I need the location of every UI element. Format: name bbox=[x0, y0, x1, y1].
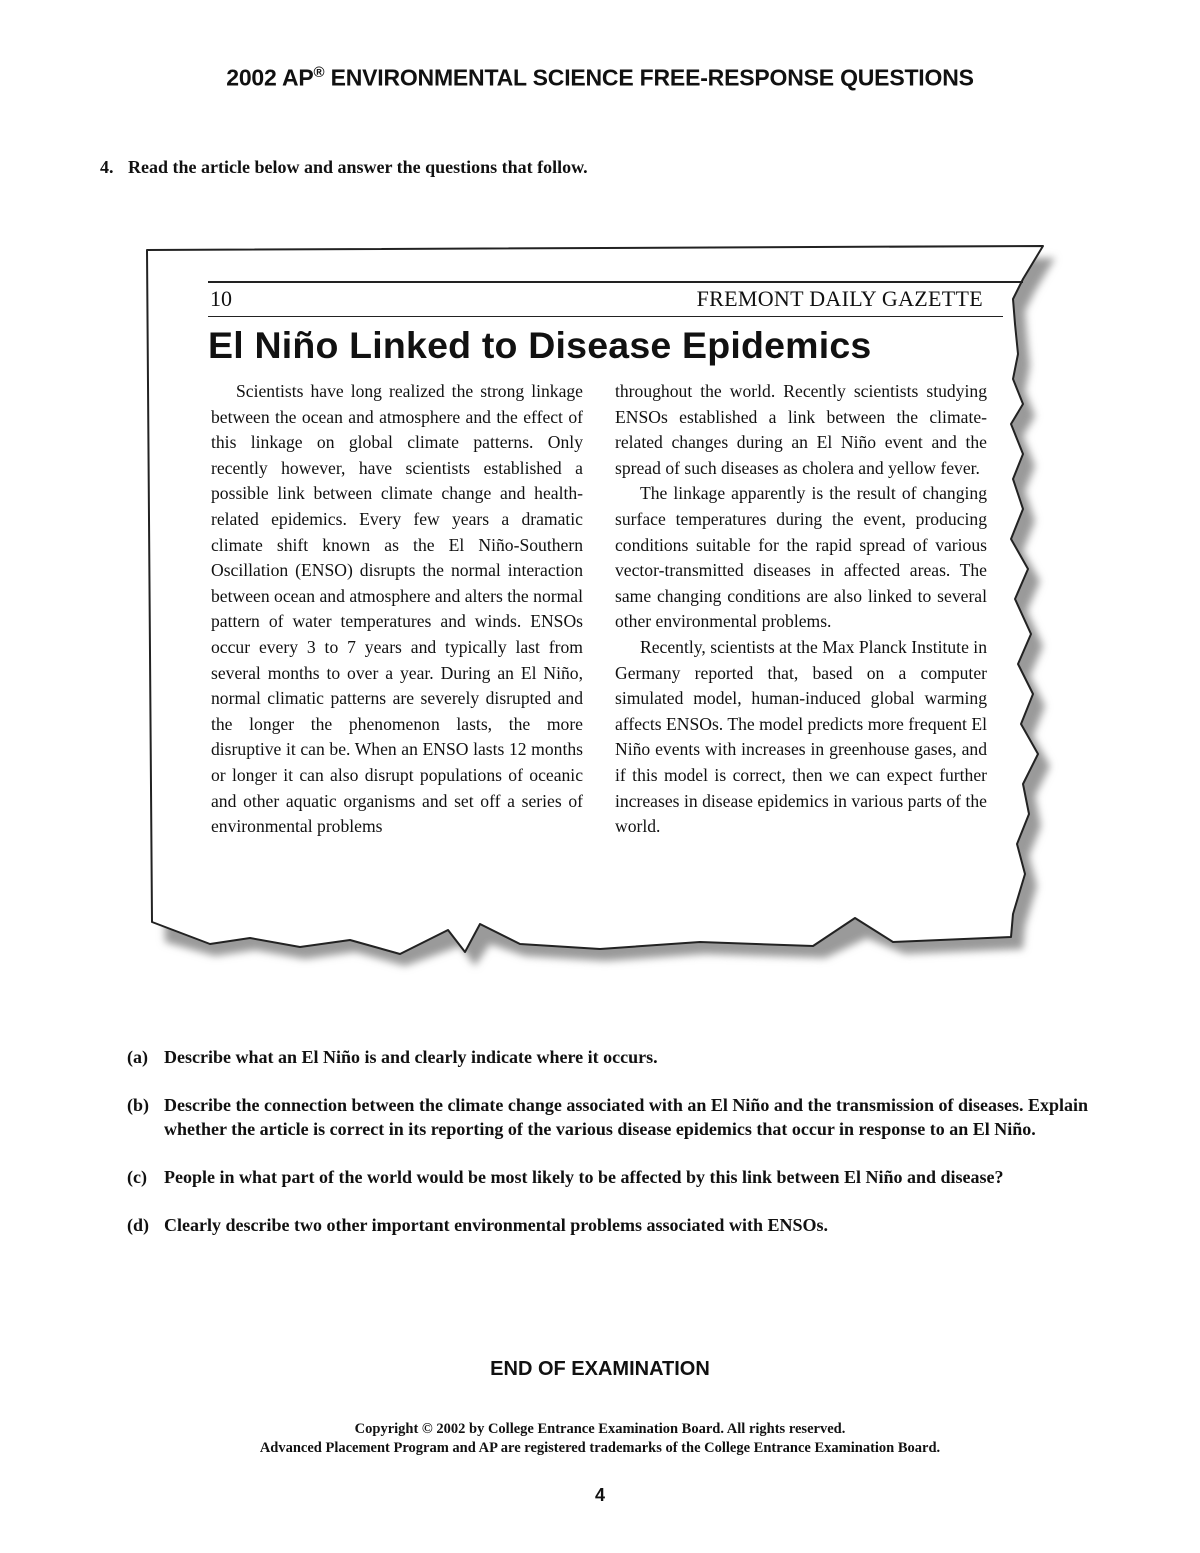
article-column-2 bbox=[615, 379, 987, 840]
copyright-line-2: Advanced Placement Program and AP are registered trademarks of the College Entrance Examination Board. bbox=[259, 1440, 941, 1456]
article-paragraph: Scientists have long realized the strong linkage between the ocean and atmosphere and the effect of this linkage on global climate patterns. Only recently however, have scientists established a possible link between climate change and health-related epidemics. Every few years a dramatic climate shift known as the El Niño-Southern Oscillation (ENSO) disrupts the normal interaction between ocean and atmosphere and alters the normal pattern of water temperatures and winds. ENSOs occur every 3 to 7 years and typically last from several months to over a year. During an El Niño, normal climatic patterns are severely disrupted and the longer the phenomenon lasts, the more disruptive it can be. When an ENSO lasts 12 months or longer it can also disrupt populations of oceanic and other aquatic organisms and set off a series of environmental problems bbox=[211, 381, 583, 837]
part-text: People in what part of the world would be most likely to be affected by this link between El Niño and disease? bbox=[164, 1167, 1004, 1187]
part-label: (a) bbox=[127, 1047, 148, 1067]
registered-mark: ® bbox=[313, 64, 325, 81]
part-text: Clearly describe two other important environmental problems associated with ENSOs. bbox=[164, 1215, 828, 1235]
question-number: 4. bbox=[100, 157, 114, 177]
article-column-1 bbox=[211, 379, 583, 840]
part-text: Describe the connection between the climate change associated with an El Niño and the transmission of diseases. Explain whether the article is correct in its reporting of the various disease epidemics that occur in response to an El Niño. bbox=[164, 1095, 1088, 1139]
article-paragraph: throughout the world. Recently scientists studying ENSOs established a link between the climate-related changes during an El Niño event and the spread of such diseases as cholera and yellow fever. bbox=[615, 381, 987, 478]
question-parts bbox=[127, 1045, 1097, 1261]
question-part-b bbox=[127, 1093, 1097, 1141]
newspaper-name: FREMONT DAILY GAZETTE bbox=[696, 286, 983, 311]
question-part-c bbox=[127, 1165, 1097, 1189]
part-label: (d) bbox=[127, 1215, 149, 1235]
article-paragraph: Recently, scientists at the Max Planck Institute in Germany reported that, based on a computer simulated model, human-induced global warming affects ENSOs. The model predicts more frequent El Niño events with increases in greenhouse gases, and if this model is correct, then we can expect further increases in disease epidemics in various parts of the world. bbox=[615, 636, 987, 837]
masthead-top-rule bbox=[208, 281, 1023, 283]
header-title-pre: 2002 AP bbox=[226, 64, 314, 91]
question-intro-text: Read the article below and answer the questions that follow. bbox=[128, 157, 588, 177]
article-headline: El Niño Linked to Disease Epidemics bbox=[208, 324, 872, 366]
part-label: (b) bbox=[127, 1095, 149, 1115]
article-paragraph: The linkage apparently is the result of changing surface temperatures during the event, producing conditions suitable for the rapid spread of various vector-transmitted diseases in affected areas. The same changing conditions are also linked to several other environmental problems. bbox=[615, 483, 987, 632]
question-part-d bbox=[127, 1213, 1097, 1237]
end-of-examination: END OF EXAMINATION bbox=[490, 1358, 710, 1380]
part-text: Describe what an El Niño is and clearly indicate where it occurs. bbox=[164, 1047, 658, 1067]
masthead bbox=[208, 286, 983, 316]
masthead-bottom-rule bbox=[208, 316, 1003, 317]
newspaper-page-number: 10 bbox=[210, 286, 232, 311]
page-number: 4 bbox=[594, 1485, 605, 1505]
question-part-a bbox=[127, 1045, 1097, 1069]
copyright-line-1: Copyright © 2002 by College Entrance Examination Board. All rights reserved. bbox=[354, 1421, 846, 1437]
copyright-notice bbox=[0, 1420, 1200, 1458]
part-label: (c) bbox=[127, 1167, 147, 1187]
header-title-post: ENVIRONMENTAL SCIENCE FREE-RESPONSE QUESTIONS bbox=[324, 64, 974, 91]
